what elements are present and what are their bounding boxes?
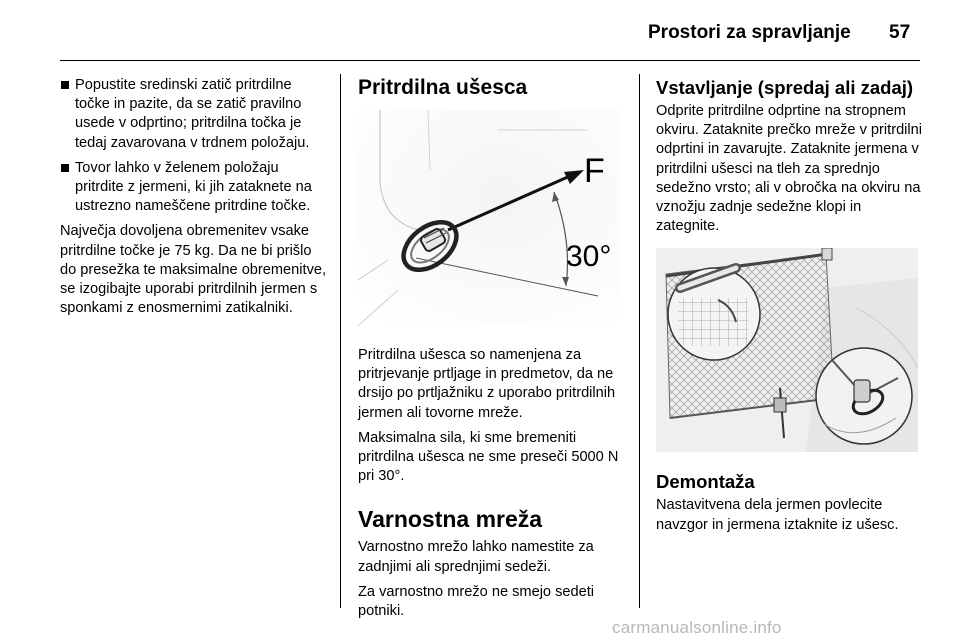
- column-3: [656, 76, 924, 541]
- column-1: [60, 76, 328, 324]
- bullet-square-icon: [61, 81, 69, 89]
- force-label: F: [584, 152, 605, 190]
- paragraph: Največja dovoljena obremenitev vsake pritrdilne točke je 75 kg. Da ne bi prišlo do presežka te maksimalne obremenitve, se izogibajte uporabi pritrdilnih jermen s sponkami z enosmernimi zatikalniki.: [60, 223, 327, 317]
- paragraph: Nastavitvena dela jermen povlecite navzgor in jermena iztaknite iz ušesc.: [656, 497, 899, 533]
- page-number: 57: [889, 22, 911, 43]
- safety-net-illustration: [656, 248, 918, 452]
- tie-down-eye-illustration: [358, 110, 620, 326]
- header-rule: [60, 60, 920, 61]
- bullet-square-icon: [61, 164, 69, 172]
- paragraph: Varnostno mrežo lahko namestite za zadnjimi ali sprednjimi sedeži.: [358, 539, 594, 575]
- bullet-text: Popustite sredinski zatič pritrdilne točke in pazite, da se zatič pravilno usede v odprtino; pritrdilna točka je tedaj zavarovana v trdnem položaju.: [75, 77, 310, 151]
- paragraph: Za varnostno mrežo ne smejo sedeti potniki.: [358, 583, 595, 620]
- column-2: [358, 76, 626, 627]
- tie-down-eye-figure: [358, 110, 620, 326]
- section-heading: Vstavljanje (spredaj ali zadaj): [656, 77, 914, 98]
- safety-net-figure: [656, 248, 918, 452]
- column-divider-1: [340, 74, 341, 608]
- bullet-item: [60, 76, 328, 153]
- angle-label: 30°: [566, 240, 612, 273]
- section-heading: Pritrdilna ušesca: [358, 76, 528, 99]
- paragraph: Maksimalna sila, ki sme bremeniti pritrdilna ušesca ne sme preseči 5000 N pri 30°.: [358, 429, 619, 485]
- column-divider-2: [639, 74, 640, 608]
- page-header-title: Prostori za spravljanje: [648, 22, 851, 43]
- bullet-text: Tovor lahko v želenem položaju pritrdite z jermeni, ki jih zataknete na ustrezno nameščene pritrdine točke.: [75, 159, 312, 215]
- paragraph: Pritrdilna ušesca so namenjena za pritrjevanje prtljage in predmetov, da ne drsijo po prtljažniku z uporabo pritrdilnih jermen ali tovorne mreže.: [358, 347, 616, 421]
- section-heading: Demontaža: [656, 471, 755, 493]
- section-title: Varnostna mreža: [358, 506, 543, 533]
- bullet-item: [60, 159, 328, 217]
- watermark: carmanualsonline.info: [612, 618, 782, 637]
- paragraph: Odprite pritrdilne odprtine na stropnem okviru. Zataknite prečko mreže v pritrdilni odprtini in zavarujte. Zataknite jermena v pritrdilni ušesci na tleh za sprednjo sedežno vrsto; ali v obročka na okviru na vznožju zadnje sedežne klopi in zategnite.: [656, 103, 923, 235]
